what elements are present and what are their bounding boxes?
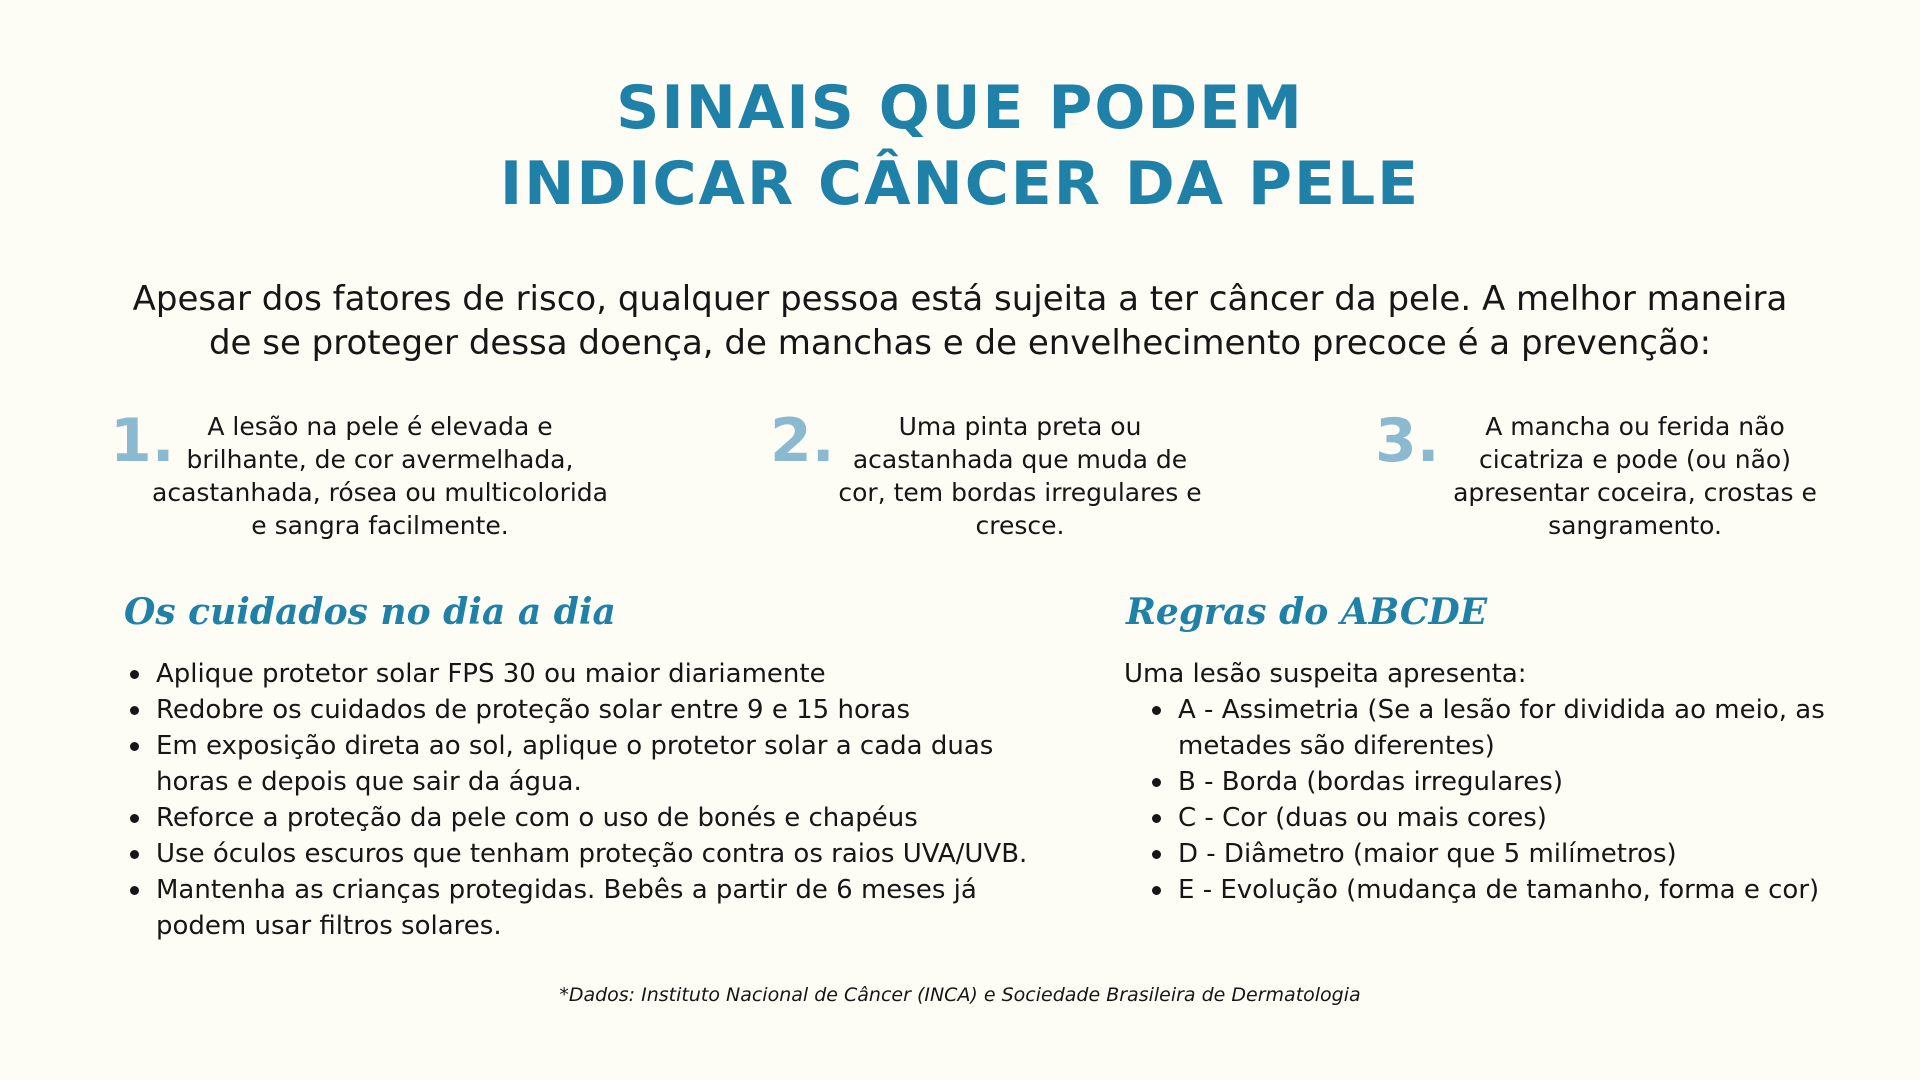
abcde-heading: Regras do ABCDE: [1126, 591, 1488, 633]
page-title-line-2: INDICAR CÂNCER DA PELE: [499, 149, 1421, 219]
sign-text-line: cor, tem bordas irregulares e: [838, 478, 1202, 507]
sign-item-3: [1375, 406, 1845, 542]
care-heading: Os cuidados no dia a dia: [124, 591, 616, 633]
source-note: *Dados: Instituto Nacional de Câncer (INCA) e Sociedade Brasileira de Dermatologia: [559, 984, 1361, 1006]
sign-item-1: [110, 406, 630, 542]
care-item-line: Redobre os cuidados de proteção solar entre 9 e 15 horas: [156, 695, 911, 725]
sign-text-line: cicatriza e pode (ou não): [1479, 445, 1791, 474]
page-title-line-1: SINAIS QUE PODEM: [616, 73, 1304, 143]
sign-text-line: Uma pinta preta ou: [898, 412, 1142, 441]
abcde-item: [1146, 692, 1846, 764]
sign-text-line: apresentar coceira, crostas e: [1453, 478, 1817, 507]
abcde-item-line: metades são diferentes): [1178, 731, 1495, 761]
abcde-item: [1146, 800, 1846, 836]
abcde-item: [1146, 764, 1846, 800]
care-item: [124, 872, 1074, 944]
care-item: [124, 656, 1074, 692]
care-item: [124, 836, 1074, 872]
care-item-line: horas e depois que sair da água.: [156, 767, 582, 797]
abcde-item-line: B - Borda (bordas irregulares): [1178, 767, 1563, 797]
page-title: [0, 70, 1920, 222]
sign-text: [130, 410, 630, 542]
abcde-item: [1146, 872, 1846, 908]
sign-number: 2.: [770, 406, 835, 476]
sign-text-line: A mancha ou ferida não: [1485, 412, 1785, 441]
sign-item-2: [770, 406, 1220, 542]
sign-text: [1425, 410, 1845, 542]
care-item-line: podem usar filtros solares.: [156, 911, 502, 941]
sign-number: 1.: [110, 406, 175, 476]
abcde-item: [1146, 836, 1846, 872]
care-item: [124, 728, 1074, 800]
sign-text-line: e sangra facilmente.: [251, 511, 509, 540]
abcde-item-line: A - Assimetria (Se a lesão for dividida ao meio, as: [1178, 695, 1825, 725]
intro-paragraph: [100, 277, 1820, 365]
sign-text-line: cresce.: [975, 511, 1065, 540]
sign-text-line: sangramento.: [1548, 511, 1722, 540]
care-list: [124, 656, 1074, 944]
abcde-list: [1146, 692, 1846, 908]
care-item: [124, 692, 1074, 728]
care-item-line: Em exposição direta ao sol, aplique o protetor solar a cada duas: [156, 731, 994, 761]
sign-text: [820, 410, 1220, 542]
sign-number: 3.: [1375, 406, 1440, 476]
sign-text-line: A lesão na pele é elevada e: [207, 412, 553, 441]
abcde-item-line: E - Evolução (mudança de tamanho, forma e cor): [1178, 875, 1820, 905]
abcde-item-line: C - Cor (duas ou mais cores): [1178, 803, 1547, 833]
sign-text-line: brilhante, de cor avermelhada,: [186, 445, 574, 474]
care-item-line: Use óculos escuros que tenham proteção contra os raios UVA/UVB.: [156, 839, 1028, 869]
care-item-line: Aplique protetor solar FPS 30 ou maior diariamente: [156, 659, 826, 689]
sign-text-line: acastanhada, rósea ou multicolorida: [152, 478, 608, 507]
intro-line-1: Apesar dos fatores de risco, qualquer pessoa está sujeita a ter câncer da pele. A melhor maneira: [132, 279, 1788, 319]
care-item-line: Reforce a proteção da pele com o uso de bonés e chapéus: [156, 803, 918, 833]
sign-text-line: acastanhada que muda de: [852, 445, 1188, 474]
care-item: [124, 800, 1074, 836]
abcde-lead: Uma lesão suspeita apresenta:: [1124, 659, 1527, 689]
abcde-item-line: D - Diâmetro (maior que 5 milímetros): [1178, 839, 1677, 869]
intro-line-2: de se proteger dessa doença, de manchas e de envelhecimento precoce é a prevenção:: [208, 323, 1712, 363]
care-item-line: Mantenha as crianças protegidas. Bebês a partir de 6 meses já: [156, 875, 977, 905]
